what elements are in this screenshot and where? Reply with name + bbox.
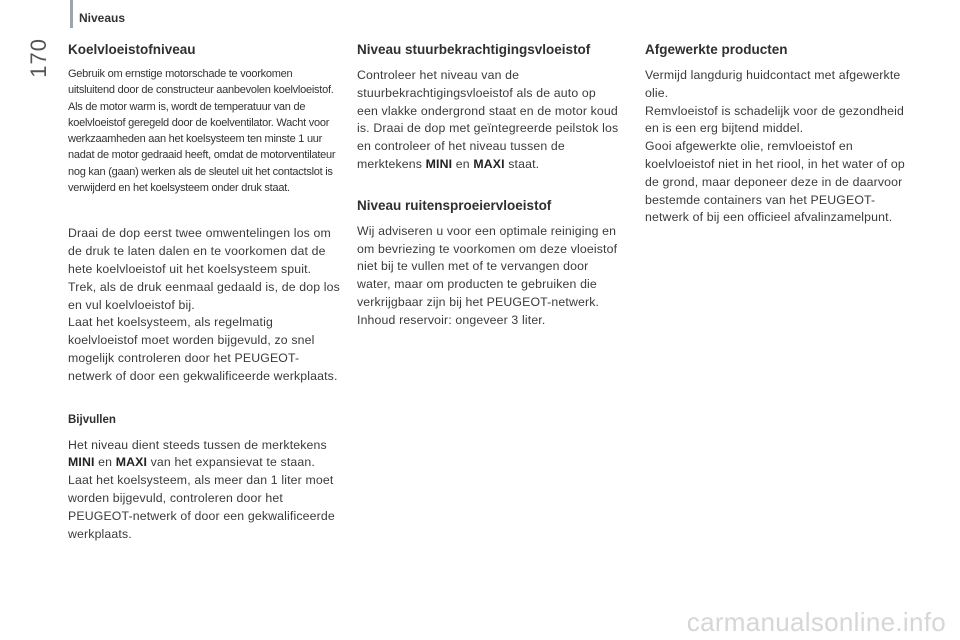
disposal-paragraph: Gooi afgewerkte olie, remvloeistof en koelvloeistof niet in het riool, in het water of op de grond, maar deponeer deze in de daarvoor bestemde containers van het PEUGEOT-netwerk of bij een officieel afvalinzamelpunt. bbox=[645, 139, 905, 225]
refill-text-and: en bbox=[94, 455, 116, 470]
used-oil-paragraph: Vermijd langdurig huidcontact met afgewerkte olie. bbox=[645, 68, 901, 100]
watermark: carmanualsonline.info bbox=[686, 607, 946, 637]
coolant-check-paragraph: Laat het koelsysteem, als regelmatig koelvloeistof moet worden bijgevuld, zo snel mogelijk controleren door het PEUGEOT-netwerk of door een gekwalificeerde werkplaats. bbox=[68, 315, 338, 383]
maxi-mark: MAXI bbox=[115, 455, 148, 470]
steering-heading: Niveau stuurbekrachtigingsvloeistof bbox=[357, 42, 591, 57]
washer-heading: Niveau ruitensproeiervloeistof bbox=[357, 197, 552, 213]
used-products-heading: Afgewerkte producten bbox=[645, 42, 788, 57]
steering-text-start: Controleer het niveau van de stuurbekrachtigingsvloeistof als de auto op een vlakke ondergrond staat en de motor koud is. Draai de dop met geïntegreerde peilstok los en controleer of het niveau tussen de merktekens bbox=[357, 68, 619, 171]
refill-subheading: Bijvullen bbox=[68, 413, 116, 426]
refill-paragraph bbox=[68, 437, 340, 544]
coolant-cap-paragraph: Draai de dop eerst twee omwentelingen los om de druk te laten dalen en te voorkomen dat de hete koelvloeistof uit het koelsysteem spuit. Trek, als de druk eenmaal gedaald is, de dop los en vul koelvloeistof bij. bbox=[68, 226, 340, 312]
steering-paragraph bbox=[357, 67, 619, 174]
steering-text-end: staat. bbox=[504, 156, 540, 171]
mini-mark: MINI bbox=[68, 455, 95, 470]
steering-mini-mark: MINI bbox=[425, 156, 453, 171]
coolant-warning-text: Gebruik om ernstige motorschade te voorkomen uitsluitend door de constructeur aanbevolen koelvloeistof. Als de motor warm is, wordt de temperatuur van de koelvloeistof geregeld door de koelventilator. Wacht voor werkzaamheden aan het koelsysteem ten minste 1 uur nadat de motor gedraaid heeft, omdat de motorventilateur nog kan (gaan) werken als de sleutel uit het contactslot is verwijderd en het koelsysteem onder druk staat. bbox=[68, 68, 336, 195]
header-accent-bar bbox=[70, 0, 73, 28]
steering-text-and: en bbox=[452, 156, 474, 171]
used-products-column bbox=[645, 42, 905, 227]
fluids-column bbox=[357, 42, 619, 330]
coolant-column bbox=[68, 42, 340, 543]
washer-paragraph: Wij adviseren u voor een optimale reiniging en om bevriezing te voorkomen om deze vloeistof niet bij te vullen met of te vervangen door water, maar om producten te gebruiken die verkrijgbaar zijn bij het PEUGEOT-netwerk. bbox=[357, 223, 618, 309]
coolant-heading: Koelvloeistofniveau bbox=[68, 42, 196, 57]
refill-text-start: Het niveau dient steeds tussen de merktekens bbox=[68, 437, 327, 452]
brake-fluid-paragraph: Remvloeistof is schadelijk voor de gezondheid en is een erg bijtend middel. bbox=[645, 103, 904, 136]
steering-maxi-mark: MAXI bbox=[473, 156, 505, 171]
section-title: Niveaus bbox=[79, 11, 126, 25]
page-number: 170 bbox=[26, 38, 51, 78]
washer-capacity: Inhoud reservoir: ongeveer 3 liter. bbox=[357, 312, 546, 327]
refill-text-end: van het expansievat te staan. Laat het koelsysteem, als meer dan 1 liter moet worden bijgevuld, controleren door het PEUGEOT-netwerk of door een gekwalificeerde werkplaats. bbox=[68, 455, 335, 541]
